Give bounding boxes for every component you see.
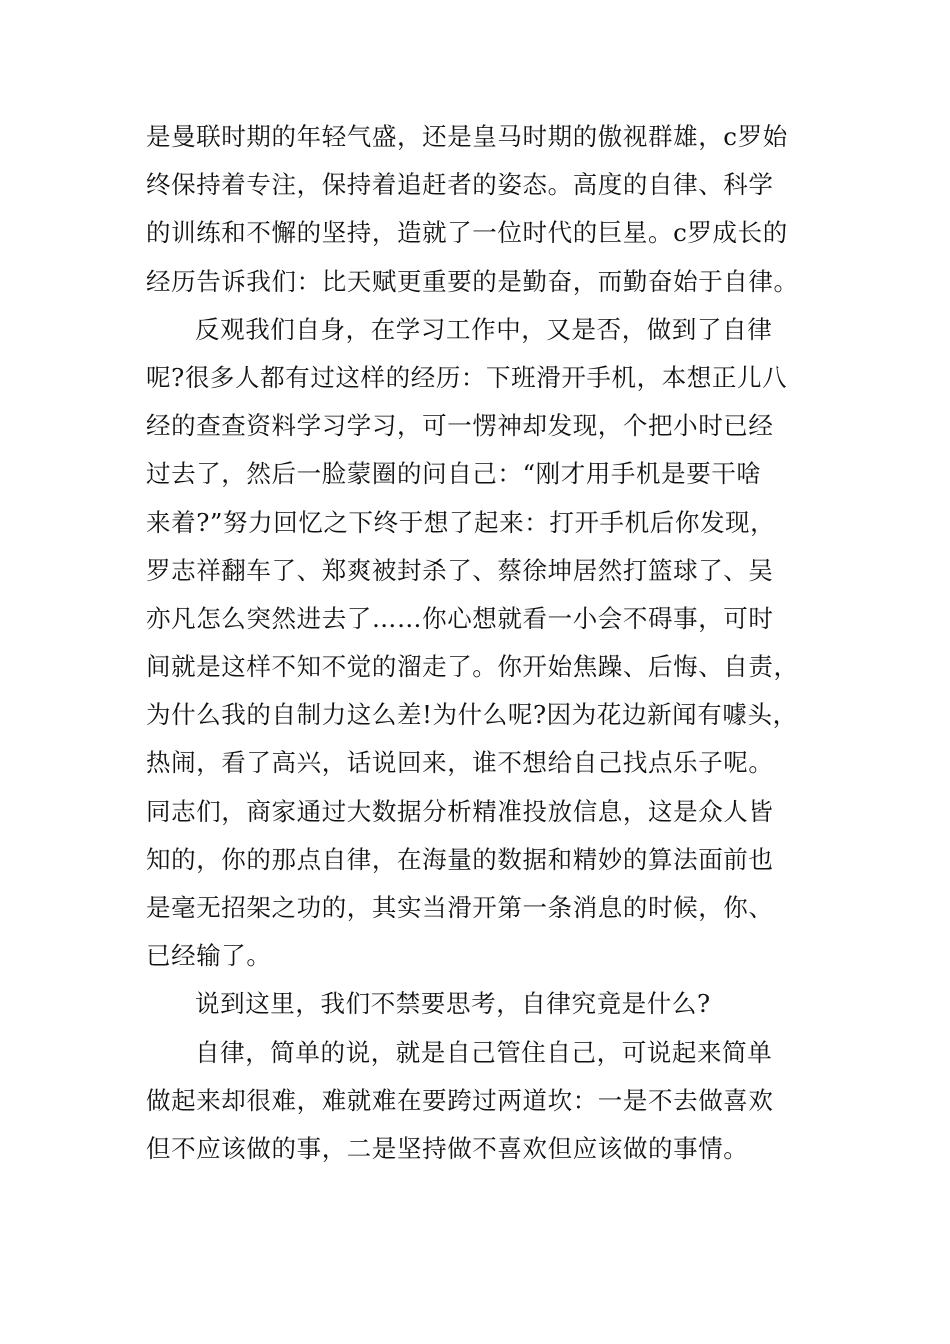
text-line: 热闹，看了高兴，话说回来，谁不想给自己找点乐子呢。 xyxy=(146,748,774,778)
text-line: 来着?”努力回忆之下终于想了起来：打开手机后你发现， xyxy=(146,507,776,537)
text-line: 做起来却很难，难就难在要跨过两道坎：一是不去做喜欢 xyxy=(146,1085,774,1115)
paragraph-first-line: 说到这里，我们不禁要思考，自律究竟是什么? xyxy=(195,989,711,1019)
text-line: 已经输了。 xyxy=(146,941,272,971)
text-line: 经的查查资料学习学习，可一愣神却发现，个把小时已经 xyxy=(146,411,774,441)
text-line: 同志们，商家通过大数据分析精准投放信息，这是众人皆 xyxy=(146,796,774,826)
text-line: 亦凡怎么突然进去了……你心想就看一小会不碍事，可时 xyxy=(146,603,774,633)
text-line: 是毫无招架之功的，其实当滑开第一条消息的时候，你、 xyxy=(146,893,774,922)
text-line: 但不应该做的事，二是坚持做不喜欢但应该做的事情。 xyxy=(146,1133,749,1163)
text-line: 过去了，然后一脸蒙圈的问自己：“刚才用手机是要干啥 xyxy=(146,459,762,489)
text-line: 经历告诉我们：比天赋更重要的是勤奋，而勤奋始于自律。 xyxy=(146,266,799,296)
text-line: 为什么我的自制力这么差!为什么呢?因为花边新闻有噱头， xyxy=(146,700,798,730)
text-line: 的训练和不懈的坚持，造就了一位时代的巨星。c罗成长的 xyxy=(146,218,788,248)
body-text xyxy=(146,113,806,1173)
text-line: 罗志祥翻车了、郑爽被封杀了、蔡徐坤居然打篮球了、吴 xyxy=(146,555,774,585)
text-line: 知的，你的那点自律，在海量的数据和精妙的算法面前也 xyxy=(146,844,774,874)
text-line: 间就是这样不知不觉的溜走了。你开始焦躁、后悔、自责， xyxy=(146,652,799,682)
paragraph-first-line: 自律，简单的说，就是自己管住自己，可说起来简单 xyxy=(195,1037,773,1067)
paragraph-first-line: 反观我们自身，在学习工作中，又是否，做到了自律 xyxy=(195,314,773,344)
text-line: 终保持着专注，保持着追赶者的姿态。高度的自律、科学 xyxy=(146,170,774,200)
text-line: 呢?很多人都有过这样的经历：下班滑开手机，本想正儿八 xyxy=(146,362,788,392)
text-line: 是曼联时期的年轻气盛，还是皇马时期的傲视群雄，c罗始 xyxy=(146,122,788,151)
